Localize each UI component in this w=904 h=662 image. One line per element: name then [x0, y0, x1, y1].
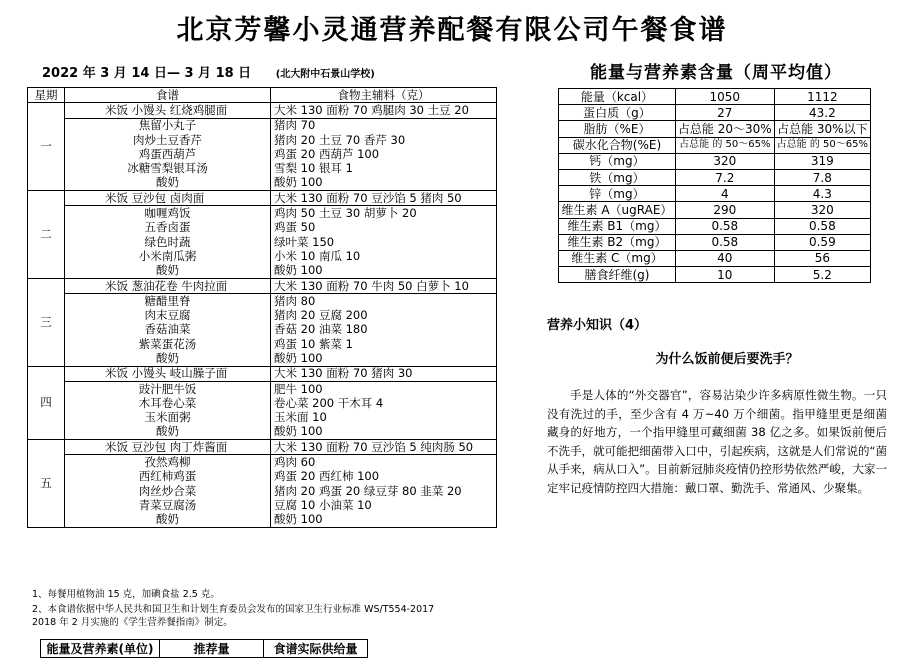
nutrition-recommended-cell: 0.58: [675, 218, 774, 234]
nutrition-row: [559, 250, 871, 266]
nutrition-table: [558, 88, 871, 283]
menu-dish-cell: 米饭 葱油花卷 牛肉拉面: [65, 278, 271, 293]
menu-table: [27, 87, 497, 528]
nutrition-item-cell: 锌（mg）: [559, 186, 676, 202]
menu-ingredient-cell: 鸡蛋 10 紫菜 1: [271, 337, 497, 351]
menu-ingredient-cell: 鸡蛋 20 西红柿 100: [271, 470, 497, 484]
nutrition-row: [559, 218, 871, 234]
menu-day-cell: 二: [28, 191, 65, 279]
nutrition-actual-cell: 5.2: [774, 267, 870, 283]
menu-ingredient-cell: 酸奶 100: [271, 513, 497, 528]
menu-ingredient-cell: 猪肉 20 土豆 70 香芹 30: [271, 133, 497, 147]
menu-dish-cell: 孜然鸡柳: [65, 455, 271, 470]
menu-dish-cell: 米饭 小馒头 红烧鸡腿面: [65, 103, 271, 118]
menu-dish-cell: 肉丝炒合菜: [65, 484, 271, 498]
menu-ingredient-cell: 鸡蛋 50: [271, 221, 497, 235]
menu-row: [28, 366, 497, 381]
menu-row: [28, 103, 497, 118]
nutrition-item-cell: 蛋白质（g）: [559, 105, 676, 121]
nutrition-recommended-cell: 320: [675, 153, 774, 169]
menu-header-ingredients: 食物主辅料（克）: [271, 88, 497, 103]
nutrition-recommended-cell: 7.2: [675, 169, 774, 185]
nutrition-row: [559, 137, 871, 153]
menu-dish-cell: 酸奶: [65, 425, 271, 440]
menu-row: [28, 498, 497, 512]
nutrition-actual-cell: 56: [774, 250, 870, 266]
footer-cell-recommended: 推荐量: [160, 640, 264, 658]
menu-ingredient-cell: 雪梨 10 银耳 1: [271, 161, 497, 175]
menu-row: [28, 425, 497, 440]
note-3: 2018 年 2 月实施的《学生营养餐指南》制定。: [32, 617, 233, 628]
nutrition-actual-cell: 4.3: [774, 186, 870, 202]
date-row: [42, 62, 375, 81]
menu-dish-cell: 鸡蛋西葫芦: [65, 147, 271, 161]
date-range: 2022 年 3 月 14 日— 3 月 18 日: [42, 66, 252, 81]
nutrition-row: [559, 153, 871, 169]
menu-row: [28, 191, 497, 206]
menu-ingredient-cell: 大米 130 面粉 70 牛肉 50 白萝卜 10: [271, 278, 497, 293]
nutrition-actual-cell: 7.8: [774, 169, 870, 185]
menu-dish-cell: 小米南瓜粥: [65, 249, 271, 263]
menu-row: [28, 337, 497, 351]
menu-ingredient-cell: 猪肉 20 豆腐 200: [271, 308, 497, 322]
nutrition-recommended-cell: 4: [675, 186, 774, 202]
menu-ingredient-cell: 卷心菜 200 干木耳 4: [271, 396, 497, 410]
page-title: 北京芳馨小灵通营养配餐有限公司午餐食谱: [176, 15, 728, 46]
menu-row: [28, 294, 497, 309]
menu-ingredient-cell: 绿叶菜 150: [271, 235, 497, 249]
menu-ingredient-cell: 豆腐 10 小油菜 10: [271, 498, 497, 512]
menu-row: [28, 118, 497, 133]
menu-ingredient-cell: 大米 130 面粉 70 豆沙馅 5 纯肉肠 50: [271, 440, 497, 455]
menu-row: [28, 470, 497, 484]
menu-dish-cell: 焦留小丸子: [65, 118, 271, 133]
menu-day-cell: 三: [28, 278, 65, 366]
menu-ingredient-cell: 猪肉 20 鸡蛋 20 绿豆芽 80 韭菜 20: [271, 484, 497, 498]
nutrition-item-cell: 钙（mg）: [559, 153, 676, 169]
menu-row: [28, 455, 497, 470]
nutrition-row: [559, 121, 871, 137]
menu-row: [28, 176, 497, 191]
nutrition-row: [559, 234, 871, 250]
menu-dish-cell: 肉末豆腐: [65, 308, 271, 322]
nutrition-row: [559, 186, 871, 202]
nutrition-actual-cell: 1112: [774, 89, 870, 105]
menu-dish-cell: 米饭 小馒头 岐山臊子面: [65, 366, 271, 381]
menu-dish-cell: 酸奶: [65, 264, 271, 279]
menu-day-cell: 一: [28, 103, 65, 191]
menu-row: [28, 308, 497, 322]
menu-row: [28, 206, 497, 221]
menu-ingredient-cell: 酸奶 100: [271, 425, 497, 440]
menu-dish-cell: 酸奶: [65, 351, 271, 366]
footer-row: [41, 640, 368, 658]
menu-ingredient-cell: 大米 130 面粉 70 豆沙馅 5 猪肉 50: [271, 191, 497, 206]
nutrition-recommended-cell: 27: [675, 105, 774, 121]
knowledge-body: 手是人体的“外交器官”，容易沾染少许多病原性微生物。一只没有洗过的手，至少含有 4 万~40 万个细菌。指甲缝里更是细菌藏身的好地方，一个指甲缝里可藏细菌 38 亿之多。如果饭前便后不洗手，就可能把细菌带入口中，引起疾病，这就是人们常说的“菌从手来，病从口入”。目前新冠肺炎疫情仍控形势依然严峻，大家一定牢记疫情防控四大措施：戴口罩、勤洗手、常通风、少聚集。: [547, 388, 887, 495]
menu-dish-cell: 木耳卷心菜: [65, 396, 271, 410]
nutrition-row: [559, 202, 871, 218]
menu-ingredient-cell: 鸡肉 60: [271, 455, 497, 470]
menu-dish-cell: 豉汁肥牛饭: [65, 381, 271, 396]
nutrition-item-cell: 膳食纤维(g): [559, 267, 676, 283]
footer-table: [40, 639, 368, 658]
school-name: (北大附中石景山学校): [275, 69, 375, 80]
menu-ingredient-cell: 酸奶 100: [271, 264, 497, 279]
nutrition-actual-cell: 319: [774, 153, 870, 169]
menu-day-cell: 四: [28, 366, 65, 439]
knowledge-question: 为什么饭前便后要洗手？: [655, 352, 799, 367]
nutrition-recommended-cell: 0.58: [675, 234, 774, 250]
menu-row: [28, 161, 497, 175]
menu-ingredient-cell: 鸡肉 50 土豆 30 胡萝卜 20: [271, 206, 497, 221]
menu-row: [28, 513, 497, 528]
nutrition-item-cell: 碳水化合物(%E): [559, 137, 676, 153]
footer-cell-unit: 能量及营养素(单位): [41, 640, 160, 658]
menu-row: [28, 396, 497, 410]
menu-ingredient-cell: 大米 130 面粉 70 鸡腿肉 30 土豆 20: [271, 103, 497, 118]
menu-ingredient-cell: 肥牛 100: [271, 381, 497, 396]
menu-dish-cell: 咖喱鸡饭: [65, 206, 271, 221]
nutrition-actual-cell: 0.59: [774, 234, 870, 250]
nutrition-recommended-cell: 290: [675, 202, 774, 218]
nutrition-item-cell: 脂肪（%E）: [559, 121, 676, 137]
menu-ingredient-cell: 鸡蛋 20 西葫芦 100: [271, 147, 497, 161]
menu-ingredient-cell: 猪肉 80: [271, 294, 497, 309]
nutrition-row: [559, 89, 871, 105]
menu-row: [28, 235, 497, 249]
nutrition-recommended-cell: 10: [675, 267, 774, 283]
menu-row: [28, 411, 497, 425]
menu-row: [28, 440, 497, 455]
footer-cell-actual: 食谱实际供给量: [264, 640, 368, 658]
nutrition-actual-cell: 占总能 30%以下: [774, 121, 870, 137]
menu-header-dish: 食谱: [65, 88, 271, 103]
menu-header-day: 星期: [28, 88, 65, 103]
menu-dish-cell: 绿色时蔬: [65, 235, 271, 249]
nutrition-item-cell: 维生素 B1（mg）: [559, 218, 676, 234]
menu-dish-cell: 酸奶: [65, 176, 271, 191]
menu-dish-cell: 米饭 豆沙包 卤肉面: [65, 191, 271, 206]
nutrition-row: [559, 267, 871, 283]
nutrition-item-cell: 维生素 C（mg）: [559, 250, 676, 266]
menu-row: [28, 147, 497, 161]
nutrition-recommended-cell: 40: [675, 250, 774, 266]
note-2: 2、本食谱依据中华人民共和国卫生和计划生育委员会发布的国家卫生行业标准 WS/T554-2017: [32, 604, 435, 615]
nutrition-recommended-cell: 占总能 20～30%: [675, 121, 774, 137]
menu-ingredient-cell: 酸奶 100: [271, 351, 497, 366]
menu-dish-cell: 青菜豆腐汤: [65, 498, 271, 512]
nutrition-item-cell: 能量（kcal）: [559, 89, 676, 105]
menu-row: [28, 221, 497, 235]
nutrition-recommended-cell: 1050: [675, 89, 774, 105]
nutrition-row: [559, 105, 871, 121]
menu-row: [28, 381, 497, 396]
menu-ingredient-cell: 猪肉 70: [271, 118, 497, 133]
menu-ingredient-cell: 大米 130 面粉 70 猪肉 30: [271, 366, 497, 381]
menu-ingredient-cell: 玉米面 10: [271, 411, 497, 425]
nutrition-item-cell: 维生素 A（ugRAE）: [559, 202, 676, 218]
menu-dish-cell: 玉米面粥: [65, 411, 271, 425]
nutrition-actual-cell: 占总能 的 50～65%: [774, 137, 870, 153]
menu-dish-cell: 酸奶: [65, 513, 271, 528]
nutrition-actual-cell: 43.2: [774, 105, 870, 121]
nutrition-actual-cell: 0.58: [774, 218, 870, 234]
note-1: 1、每餐用植物油 15 克，加碘食盐 2.5 克。: [32, 589, 220, 600]
menu-ingredient-cell: 小米 10 南瓜 10: [271, 249, 497, 263]
menu-dish-cell: 冰糖雪梨银耳汤: [65, 161, 271, 175]
nutrition-row: [559, 169, 871, 185]
nutrition-actual-cell: 320: [774, 202, 870, 218]
menu-dish-cell: 糖醋里脊: [65, 294, 271, 309]
menu-ingredient-cell: 酸奶 100: [271, 176, 497, 191]
menu-row: [28, 278, 497, 293]
menu-dish-cell: 香菇油菜: [65, 323, 271, 337]
menu-row: [28, 351, 497, 366]
knowledge-title: 营养小知识（4）: [547, 318, 648, 333]
menu-day-cell: 五: [28, 440, 65, 528]
menu-header-row: [28, 88, 497, 103]
menu-dish-cell: 紫菜蛋花汤: [65, 337, 271, 351]
nutrition-recommended-cell: 占总能 的 50～65%: [675, 137, 774, 153]
menu-dish-cell: 五香卤蛋: [65, 221, 271, 235]
menu-row: [28, 484, 497, 498]
menu-row: [28, 249, 497, 263]
menu-row: [28, 264, 497, 279]
menu-ingredient-cell: 香菇 20 油菜 180: [271, 323, 497, 337]
menu-row: [28, 133, 497, 147]
nutrition-item-cell: 铁（mg）: [559, 169, 676, 185]
nutrition-item-cell: 维生素 B2（mg）: [559, 234, 676, 250]
menu-row: [28, 323, 497, 337]
menu-dish-cell: 肉炒土豆香芹: [65, 133, 271, 147]
menu-dish-cell: 西红柿鸡蛋: [65, 470, 271, 484]
menu-dish-cell: 米饭 豆沙包 肉丁炸酱面: [65, 440, 271, 455]
nutrition-title: 能量与营养素含量（周平均值）: [590, 63, 842, 83]
